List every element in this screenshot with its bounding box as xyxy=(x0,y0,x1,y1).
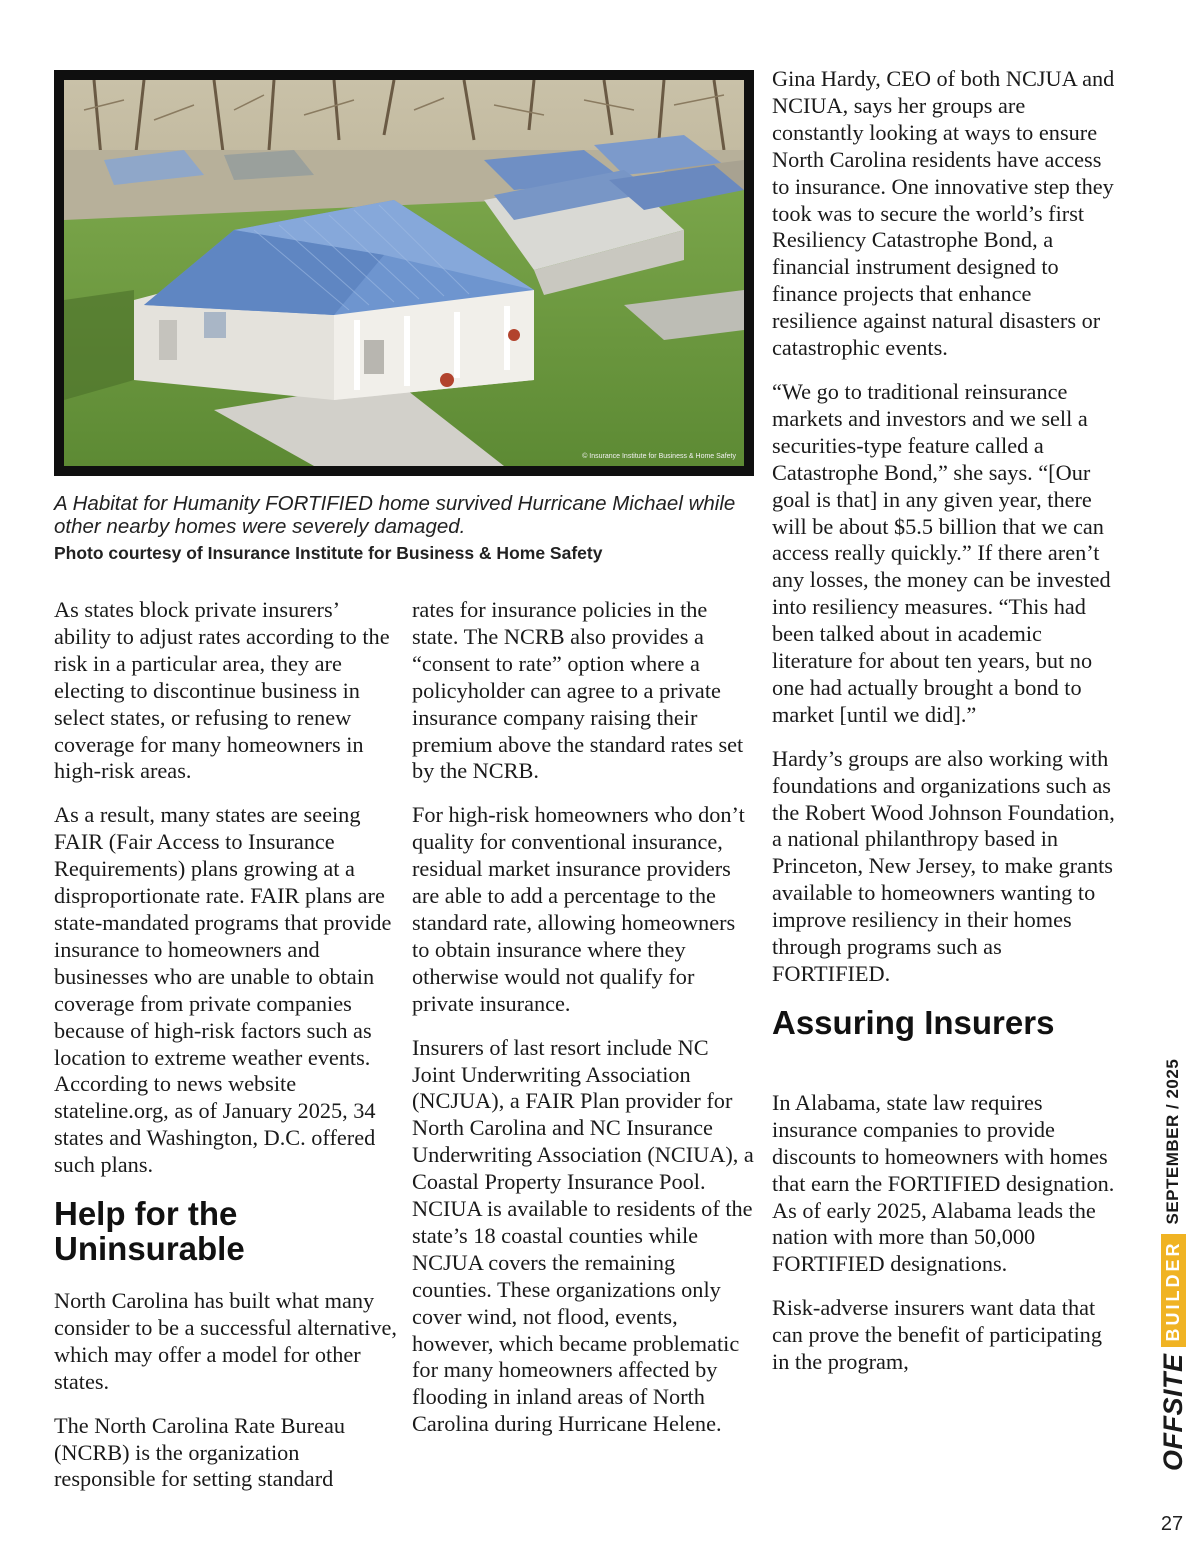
paragraph: Risk-adverse insurers want data that can prove the benefit of participating in the program, xyxy=(772,1295,1102,1375)
paragraph: As states block private insurers’ ability to adjust rates according to the risk in a particular area, they are electing to discontinue business in select states, or refusing to renew coverage for many homeowners in high-risk areas. xyxy=(54,597,390,784)
brand-builder: BUILDER xyxy=(1161,1235,1186,1348)
article-column-3 xyxy=(772,66,1117,1393)
paragraph: The North Carolina Rate Bureau (NCRB) is the organization responsible for setting standard xyxy=(54,1412,346,1492)
photo-caption xyxy=(54,492,759,564)
paragraph: As a result, many states are seeing FAIR (Fair Access to Insurance Requirements) plans growing at a disproportionate rate. FAIR plans are state-mandated programs that provide insurance to homeowners and businesses who are unable to obtain coverage from private companies because of high-risk factors such as location to extreme weather events. According to news website stateline.org, as of January 2025, 34 states and Washington, D.C. offered such plans. xyxy=(54,802,392,1178)
paragraph: Hardy’s groups are also working with foundations and organizations such as the Robert Wood Johnson Foundation, a national philanthropy based in Princeton, New Jersey, to make grants available to homeowners wanting to improve resiliency in their homes through programs such as FORTIFIED. xyxy=(772,745,1115,986)
brand-offsite: OFFSITE xyxy=(1157,1353,1188,1471)
caption-text: A Habitat for Humanity FORTIFIED home survived Hurricane Michael while other nearby homes were severely damaged. xyxy=(54,492,736,538)
paragraph: Insurers of last resort include NC Joint Underwriting Association (NCJUA), a FAIR Plan provider for North Carolina and NC Insurance Underwriting Association (NCIUA), a Coastal Property Insurance Pool. NCIUA is available to residents of the state’s 18 coastal counties while NCJUA covers the remaining counties. These organizations only cover wind, not flood, events, however, which became problematic for many homeowners affected by flooding in inland areas of North Carolina during Hurricane Helene. xyxy=(412,1034,754,1437)
photo-watermark: © Insurance Institute for Business & Home Safety xyxy=(582,453,736,460)
article-photo xyxy=(54,70,754,476)
page-number: 27 xyxy=(1160,1513,1184,1535)
section-heading-assuring-insurers: Assuring Insurers xyxy=(772,1003,1055,1041)
section-heading-uninsurable: Help for the Uninsurable xyxy=(54,1195,245,1268)
paragraph: rates for insurance policies in the state. The NCRB also provides a “consent to rate” option where a policyholder can agree to a private insurance company raising their premium above the standard rates set by the NCRB. xyxy=(412,597,744,784)
paragraph: For high-risk homeowners who don’t quality for conventional insurance, residual market insurance providers are able to add a percentage to the standard rate, allowing homeowners to obtain insurance where they otherwise would not qualify for private insurance. xyxy=(412,802,745,1016)
magazine-footer-vertical xyxy=(1155,1058,1191,1485)
paragraph: Gina Hardy, CEO of both NCJUA and NCIUA, says her groups are constantly looking at ways to ensure North Carolina residents have access to insurance. One innovative step they took was to secure the world’s first Resiliency Catastrophe Bond, a financial instrument designed to finance projects that enhance resilience against natural disasters or catastrophic events. xyxy=(772,66,1115,361)
photo-credit: Photo courtesy of Insurance Institute for Business & Home Safety xyxy=(54,543,603,563)
article-column-2 xyxy=(412,597,757,1455)
paragraph: In Alabama, state law requires insurance companies to provide discounts to homeowners with homes that earn the FORTIFIED designation. As of early 2025, Alabama leads the nation with more than 50,000 FORTIFIED designations. xyxy=(772,1089,1115,1277)
fortified-home-illustration xyxy=(64,80,744,466)
issue-date: SEPTEMBER / 2025 xyxy=(1163,1058,1182,1225)
paragraph: “We go to traditional reinsurance markets and investors and we sell a securities-type feature called a Catastrophe Bond,” she says. “[Our goal is that] in any given year, there will be about $5.5 billion that we can access really quickly.” If there aren’t any losses, the money can be invested into resiliency measures. “This had been talked about in academic literature for about ten years, but no one had actually brought a bond to market [until we did].” xyxy=(772,378,1111,727)
article-column-1 xyxy=(54,597,399,1510)
paragraph: North Carolina has built what many consider to be a successful alternative, which may offer a model for other states. xyxy=(54,1288,397,1394)
